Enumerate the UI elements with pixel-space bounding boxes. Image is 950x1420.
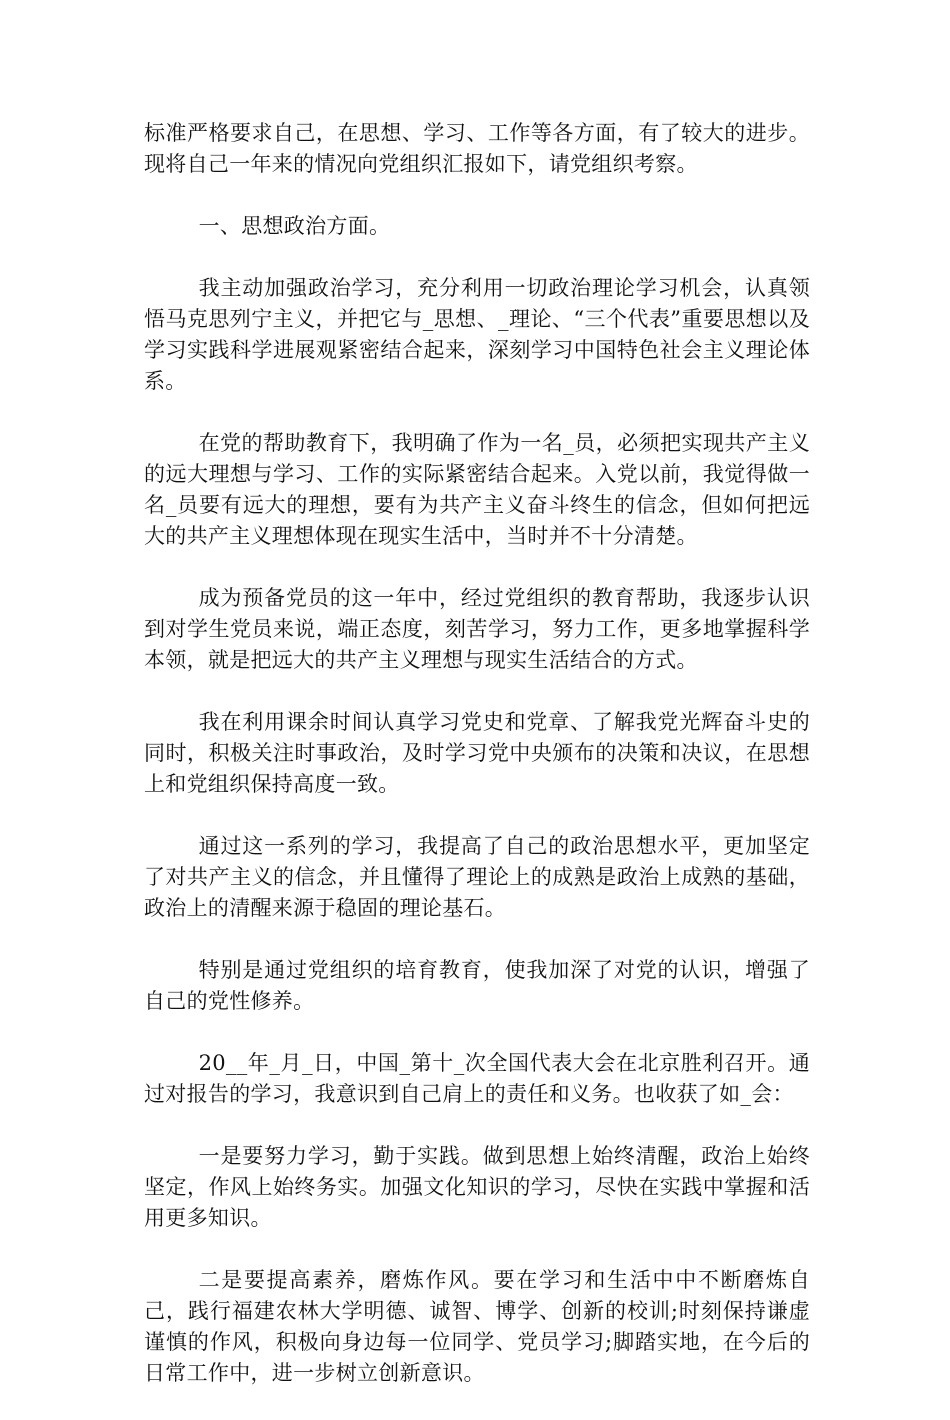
paragraph-study-results: 通过这一系列的学习，我提高了自己的政治思想水平，更加坚定了对共产主义的信念，并且懂得了理论上的成熟是政治上成熟的基础，政治上的清醒来源于稳固的理论基石。 [144,834,810,920]
paragraph-intro: 标准严格要求自己，在思想、学习、工作等各方面，有了较大的进步。现将自己一年来的情况向党组织汇报如下，请党组织考察。 [144,121,810,176]
paragraph-probationary-year: 成为预备党员的这一年中，经过党组织的教育帮助，我逐步认识到对学生党员来说，端正态度，刻苦学习，努力工作，更多地掌握科学本领，就是把远大的共产主义理想与现实生活结合的方式。 [144,586,810,672]
section-heading-political: 一、思想政治方面。 [198,214,391,238]
paragraph-congress: 20__年_月_日，中国_第十_次全国代表大会在北京胜利召开。通过对报告的学习，我意识到自己肩上的责任和义务。也收获了如_会： [144,1051,810,1106]
paragraph-party-history: 我在利用课余时间认真学习党史和党章、了解我党光辉奋斗史的同时，积极关注时事政治，及时学习党中央颁布的决策和决议，在思想上和党组织保持高度一致。 [144,710,810,796]
paragraph-point-two: 二是要提高素养，磨炼作风。要在学习和生活中中不断磨炼自己，践行福建农林大学明德、诚智、博学、创新的校训;时刻保持谦虚谨慎的作风，积极向身边每一位同学、党员学习;脚踏实地，在今后的日常工作中，进一步树立创新意识。 [144,1268,810,1385]
paragraph-political-study: 我主动加强政治学习，充分利用一切政治理论学习机会，认真领悟马克思列宁主义，并把它与_思想、_理论、“三个代表”重要思想以及学习实践科学进展观紧密结合起来，深刻学习中国特色社会主义理论体系。 [144,276,810,393]
paragraph-party-cultivation: 特别是通过党组织的培育教育，使我加深了对党的认识，增强了自己的党性修养。 [144,958,810,1013]
document-page [144,118,810,1420]
paragraph-point-one: 一是要努力学习，勤于实践。做到思想上始终清醒，政治上始终坚定，作风上始终务实。加强文化知识的学习，尽快在实践中掌握和活用更多知识。 [144,1144,810,1230]
paragraph-party-education: 在党的帮助教育下，我明确了作为一名_员，必须把实现共产主义的远大理想与学习、工作的实际紧密结合起来。入党以前，我觉得做一名_员要有远大的理想，要有为共产主义奋斗终生的信念，但如何把远大的共产主义理想体现在现实生活中，当时并不十分清楚。 [144,431,810,548]
